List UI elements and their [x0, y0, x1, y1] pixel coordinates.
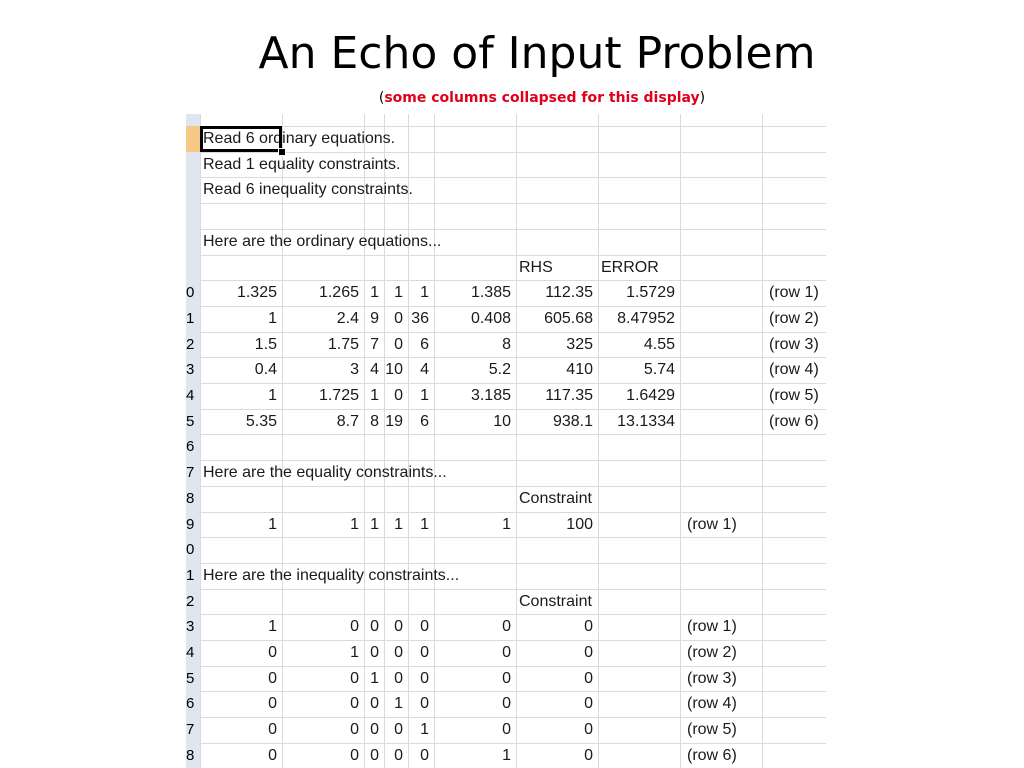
grid-row-line: [200, 434, 826, 435]
table-cell[interactable]: 1: [268, 515, 277, 533]
row-number: 5: [186, 669, 194, 687]
table-cell[interactable]: 5.74: [643, 361, 675, 379]
sheet-text-line[interactable]: Here are the equality constraints...: [203, 464, 447, 482]
active-row-header: [186, 126, 200, 152]
table-cell[interactable]: 0: [350, 669, 359, 687]
table-cell[interactable]: 605.68: [544, 309, 593, 327]
table-cell[interactable]: 0: [370, 746, 379, 764]
table-cell[interactable]: 0: [502, 644, 511, 661]
table-cell[interactable]: 0: [394, 644, 403, 661]
table-cell[interactable]: 0: [394, 721, 403, 739]
row-number: 2: [186, 335, 194, 353]
table-cell[interactable]: 0: [268, 644, 277, 661]
table-cell[interactable]: 3: [350, 361, 359, 379]
table-cell[interactable]: 10: [385, 361, 403, 379]
grid-row-line: [200, 589, 826, 590]
table-cell[interactable]: 0: [350, 695, 359, 713]
table-cell[interactable]: 0: [420, 746, 429, 764]
table-cell[interactable]: 0: [584, 746, 593, 764]
table-cell[interactable]: 0: [584, 695, 593, 713]
table-cell[interactable]: 1: [268, 618, 277, 636]
table-cell[interactable]: 1: [420, 515, 429, 533]
table-cell[interactable]: 1.75: [327, 335, 359, 353]
table-cell[interactable]: 1: [502, 515, 511, 533]
subtitle-note: some columns collapsed for this display: [384, 90, 700, 106]
table-cell[interactable]: 4: [420, 361, 429, 379]
row-label[interactable]: (row 1): [769, 284, 819, 302]
row-label[interactable]: (row 3): [687, 669, 737, 687]
row-number: 7: [186, 721, 194, 739]
row-number: 1: [186, 309, 194, 327]
table-cell[interactable]: 1.725: [318, 387, 359, 404]
table-cell[interactable]: 0: [370, 618, 379, 636]
table-cell[interactable]: 0: [584, 618, 593, 636]
header-error[interactable]: ERROR: [601, 258, 659, 276]
spreadsheet[interactable]: [186, 114, 826, 768]
row-number: 4: [186, 387, 194, 404]
table-cell[interactable]: 8: [502, 335, 511, 353]
table-cell[interactable]: 0: [502, 695, 511, 713]
table-cell[interactable]: 1: [420, 387, 429, 404]
table-cell[interactable]: 1.385: [470, 284, 511, 302]
row-label[interactable]: (row 4): [769, 361, 819, 379]
table-cell[interactable]: 0: [268, 721, 277, 739]
table-cell[interactable]: 0: [394, 335, 403, 353]
row-number: 4: [186, 644, 194, 661]
header-constraint[interactable]: Constraint: [519, 489, 592, 507]
row-label[interactable]: (row 2): [769, 309, 819, 327]
row-label[interactable]: (row 3): [769, 335, 819, 353]
row-label[interactable]: (row 1): [687, 515, 737, 533]
row-number: 6: [186, 438, 194, 456]
table-cell[interactable]: 8: [370, 412, 379, 430]
table-cell[interactable]: 0.4: [254, 361, 277, 379]
table-cell[interactable]: 9: [370, 309, 379, 327]
grid-column-line: [598, 114, 599, 768]
table-cell[interactable]: 0: [268, 695, 277, 713]
table-cell[interactable]: 1.6429: [626, 387, 675, 404]
table-cell[interactable]: 1.5: [254, 335, 277, 353]
table-cell[interactable]: 2.4: [336, 309, 359, 327]
table-cell[interactable]: 0: [350, 746, 359, 764]
row-number: 3: [186, 361, 194, 379]
table-cell[interactable]: 0: [584, 644, 593, 661]
table-cell[interactable]: 1: [394, 695, 403, 713]
subtitle-open-paren: (: [378, 90, 385, 106]
table-cell[interactable]: 1: [370, 284, 379, 302]
table-cell[interactable]: 1: [420, 721, 429, 739]
table-cell[interactable]: 0: [420, 695, 429, 713]
table-cell[interactable]: 0: [584, 721, 593, 739]
table-cell[interactable]: 0: [350, 618, 359, 636]
table-cell[interactable]: 1.325: [236, 284, 277, 302]
sheet-text-line[interactable]: Read 6 ordinary equations.: [203, 130, 396, 147]
sheet-text-line[interactable]: Read 6 inequality constraints.: [203, 181, 413, 199]
table-cell[interactable]: 325: [566, 335, 593, 353]
fill-handle[interactable]: [278, 148, 286, 156]
subtitle-close-paren: ): [699, 90, 706, 106]
table-cell[interactable]: 10: [493, 412, 511, 430]
grid-row-line: [200, 255, 826, 256]
header-rhs[interactable]: RHS: [519, 258, 553, 276]
table-cell[interactable]: 4: [370, 361, 379, 379]
table-cell[interactable]: 0: [420, 618, 429, 636]
table-cell[interactable]: 1: [370, 515, 379, 533]
table-cell[interactable]: 0: [370, 695, 379, 713]
table-cell[interactable]: 8.7: [336, 412, 359, 430]
table-cell[interactable]: 0: [268, 746, 277, 764]
sheet-text-line[interactable]: Here are the inequality constraints...: [203, 566, 460, 584]
table-cell[interactable]: 1: [350, 515, 359, 533]
table-cell[interactable]: 0: [394, 746, 403, 764]
table-cell[interactable]: 0: [394, 309, 403, 327]
selected-cell-border[interactable]: [200, 126, 282, 152]
table-cell[interactable]: 6: [420, 412, 429, 430]
row-number: 7: [186, 464, 194, 482]
table-cell[interactable]: 1.265: [318, 284, 359, 302]
table-cell[interactable]: 112.35: [545, 284, 593, 302]
table-cell[interactable]: 19: [385, 412, 403, 430]
grid-column-line: [762, 114, 763, 768]
table-cell[interactable]: 6: [420, 335, 429, 353]
table-cell[interactable]: 13.1334: [617, 412, 675, 430]
table-cell[interactable]: 0: [350, 721, 359, 739]
row-number: 2: [186, 592, 194, 610]
table-cell[interactable]: 0: [394, 618, 403, 636]
table-cell[interactable]: 0: [394, 387, 403, 404]
table-cell[interactable]: 0: [394, 669, 403, 687]
sheet-text-line[interactable]: Here are the ordinary equations...: [203, 232, 442, 250]
table-cell[interactable]: 410: [566, 361, 593, 379]
row-number: 8: [186, 489, 194, 507]
row-number: 9: [186, 515, 194, 533]
table-cell[interactable]: 0: [268, 669, 277, 687]
table-cell[interactable]: 0: [502, 721, 511, 739]
table-cell[interactable]: 1: [370, 669, 379, 687]
row-number: 0: [186, 541, 194, 559]
table-cell[interactable]: 1: [350, 644, 359, 661]
slide-subtitle: [0, 88, 1024, 108]
row-label[interactable]: (row 5): [687, 721, 737, 739]
table-cell[interactable]: 7: [370, 335, 379, 353]
grid-row-line: [200, 486, 826, 487]
table-cell[interactable]: 0: [420, 669, 429, 687]
table-cell[interactable]: 3.185: [470, 387, 511, 404]
table-cell[interactable]: 5.2: [488, 361, 511, 379]
table-cell[interactable]: 1: [394, 284, 403, 302]
table-cell[interactable]: 0: [420, 644, 429, 661]
row-number: 3: [186, 618, 194, 636]
table-cell[interactable]: 0: [584, 669, 593, 687]
row-number: 0: [186, 284, 194, 302]
row-label[interactable]: (row 2): [687, 644, 737, 661]
table-cell[interactable]: 4.55: [643, 335, 675, 353]
table-cell[interactable]: 1: [268, 387, 277, 404]
row-number: 5: [186, 412, 194, 430]
table-cell[interactable]: 117.35: [545, 387, 593, 404]
table-cell[interactable]: 1: [420, 284, 429, 302]
table-cell[interactable]: 0: [502, 618, 511, 636]
table-cell[interactable]: 36: [411, 309, 429, 327]
slide-title: An Echo of Input Problem: [258, 28, 816, 79]
sheet-text-line[interactable]: Read 1 equality constraints.: [203, 155, 401, 173]
table-cell[interactable]: 8.47952: [617, 309, 675, 327]
row-label[interactable]: (row 4): [687, 695, 737, 713]
row-label[interactable]: (row 6): [769, 412, 819, 430]
row-label[interactable]: (row 6): [687, 746, 737, 764]
row-number: 8: [186, 746, 194, 764]
table-cell[interactable]: 1: [502, 746, 511, 764]
table-cell[interactable]: 0.408: [470, 309, 511, 327]
table-cell[interactable]: 1: [370, 387, 379, 404]
table-cell[interactable]: 1: [268, 309, 277, 327]
row-label[interactable]: (row 1): [687, 618, 737, 636]
table-cell[interactable]: 0: [502, 669, 511, 687]
table-cell[interactable]: 5.35: [245, 412, 277, 430]
table-cell[interactable]: 0: [370, 721, 379, 739]
header-constraint[interactable]: Constraint: [519, 592, 592, 610]
row-label[interactable]: (row 5): [769, 387, 819, 404]
grid-column-line: [680, 114, 681, 768]
grid-row-line: [200, 203, 826, 204]
table-cell[interactable]: 0: [370, 644, 379, 661]
table-cell[interactable]: 1.5729: [626, 284, 675, 302]
row-number: 6: [186, 695, 194, 713]
table-cell[interactable]: 100: [566, 515, 593, 533]
table-cell[interactable]: 1: [394, 515, 403, 533]
table-cell[interactable]: 938.1: [552, 412, 593, 430]
row-number: 1: [186, 566, 194, 584]
grid-row-line: [200, 537, 826, 538]
